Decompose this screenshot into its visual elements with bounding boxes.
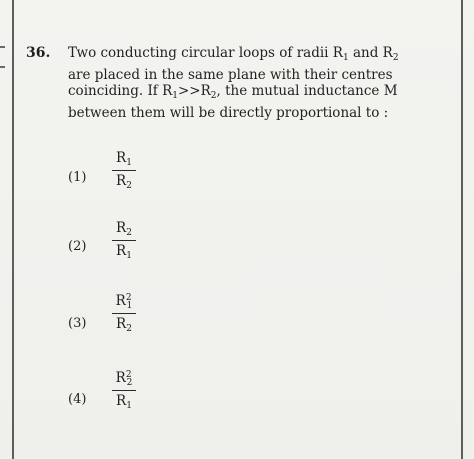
question-line-4: between them will be directly proportional to : [68,104,389,121]
option-2-label: (2) [68,239,87,254]
option-1-fraction [112,150,136,191]
option-3-numerator: $R^2_1$ [112,293,136,314]
option-2-numerator: $R_2$ [112,220,136,241]
option-3-fraction [112,293,136,334]
question-line-3: coinciding. If $R_1>>R_2$, the mutual inductance M [68,83,398,101]
margin-tick [0,66,5,68]
option-1-numerator: $R_1$ [112,150,136,171]
option-4-fraction [112,370,136,411]
option-1-label: (1) [68,170,87,185]
option-2-fraction [112,220,136,261]
question-line-1: Two conducting circular loops of radii $R_1$ and $R_2$ [68,45,399,63]
option-4-numerator: $R^2_2$ [112,370,136,391]
option-3-denominator: $R_2$ [116,316,132,334]
option-2-denominator: $R_1$ [116,243,132,261]
question-line-2: are placed in the same plane with their centres [68,66,393,83]
margin-tick [0,46,5,48]
option-4-denominator: $R_1$ [116,393,132,411]
option-3-label: (3) [68,316,87,331]
left-margin-line [12,0,14,459]
question-text [68,45,418,121]
question-number: 36. [26,45,51,61]
right-margin-line [461,0,463,459]
option-4-label: (4) [68,392,87,407]
option-1-denominator: $R_2$ [116,173,132,191]
